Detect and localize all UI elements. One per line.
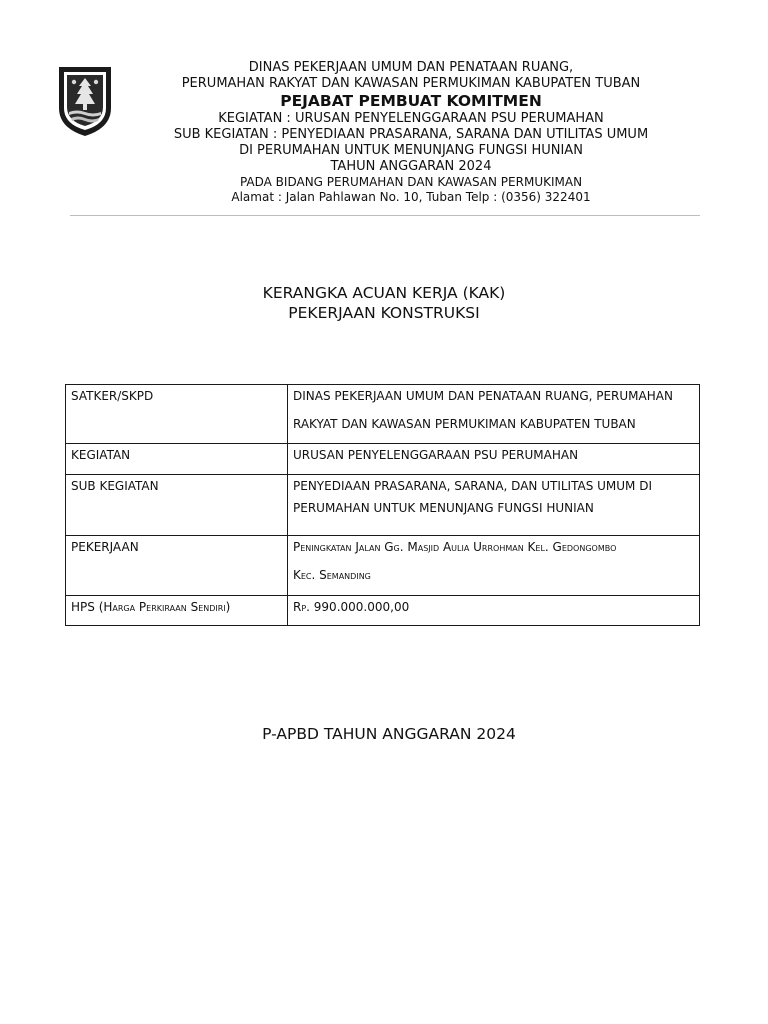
table-row-kegiatan (66, 444, 700, 475)
table-value-pekerjaan (288, 536, 700, 596)
table-value-hps: Rp. 990.000.000,00 (288, 596, 700, 626)
letterhead-sub-activity-cont: DI PERUMAHAN UNTUK MENUNJANG FUNGSI HUNIAN (239, 143, 583, 158)
table-value-sub-kegiatan-line2: PERUMAHAN UNTUK MENUNJANG FUNGSI HUNIAN (293, 501, 594, 515)
table-value-sub-kegiatan-line1: PENYEDIAAN PRASARANA, SARANA, DAN UTILITAS UMUM DI (293, 479, 652, 493)
table-value-sub-kegiatan (288, 475, 700, 536)
project-info-table (65, 384, 700, 626)
table-row-satker (66, 385, 700, 444)
table-label-hps-suffix: ) (225, 600, 231, 614)
document-title (0, 283, 768, 323)
letterhead-sub-activity: SUB KEGIATAN : PENYEDIAAN PRASARANA, SARANA DAN UTILITAS UMUM (173, 127, 649, 142)
table-label-pekerjaan: PEKERJAAN (66, 536, 288, 596)
letterhead-address: Alamat : Jalan Pahlawan No. 10, Tuban Telp : (0356) 322401 (231, 190, 591, 204)
letterhead-division: PADA BIDANG PERUMAHAN DAN KAWASAN PERMUKIMAN (239, 175, 583, 189)
table-label-kegiatan: KEGIATAN (66, 444, 288, 475)
table-value-satker-line2: RAKYAT DAN KAWASAN PERMUKIMAN KABUPATEN TUBAN (293, 417, 636, 431)
budget-footer: P-APBD TAHUN ANGGARAN 2024 (262, 725, 516, 743)
letterhead-agency-line2: PERUMAHAN RAKYAT DAN KAWASAN PERMUKIMAN KABUPATEN TUBAN (181, 76, 641, 91)
table-label-satker: SATKER/SKPD (66, 385, 288, 444)
table-value-satker (288, 385, 700, 444)
table-label-hps (66, 596, 288, 626)
table-label-sub-kegiatan: SUB KEGIATAN (66, 475, 288, 536)
regency-emblem-logo (56, 64, 114, 138)
table-value-kegiatan: URUSAN PENYELENGGARAAN PSU PERUMAHAN (288, 444, 700, 475)
letterhead (120, 60, 702, 205)
table-label-hps-caps: Harga Perkiraan Sendiri (103, 600, 226, 614)
letterhead-fiscal-year: TAHUN ANGGARAN 2024 (330, 159, 492, 174)
table-row-sub-kegiatan (66, 475, 700, 536)
letterhead-divider (70, 215, 700, 216)
table-value-pekerjaan-line2: Kec. Semanding (293, 568, 371, 582)
document-title-line1: KERANGKA ACUAN KERJA (KAK) (262, 284, 506, 302)
document-title-line2: PEKERJAAN KONSTRUKSI (288, 304, 480, 322)
table-label-hps-prefix: HPS ( (71, 600, 104, 614)
table-value-satker-line1: DINAS PEKERJAAN UMUM DAN PENATAAN RUANG, PERUMAHAN (293, 389, 673, 403)
table-row-pekerjaan (66, 536, 700, 596)
letterhead-office-title: PEJABAT PEMBUAT KOMITMEN (280, 92, 542, 110)
table-row-hps (66, 596, 700, 626)
letterhead-activity: KEGIATAN : URUSAN PENYELENGGARAAN PSU PERUMAHAN (218, 111, 604, 126)
table-value-pekerjaan-line1: Peningkatan Jalan Gg. Masjid Aulia Urrohman Kel. Gedongombo (293, 540, 617, 554)
letterhead-agency-line1: DINAS PEKERJAAN UMUM DAN PENATAAN RUANG, (248, 60, 574, 75)
